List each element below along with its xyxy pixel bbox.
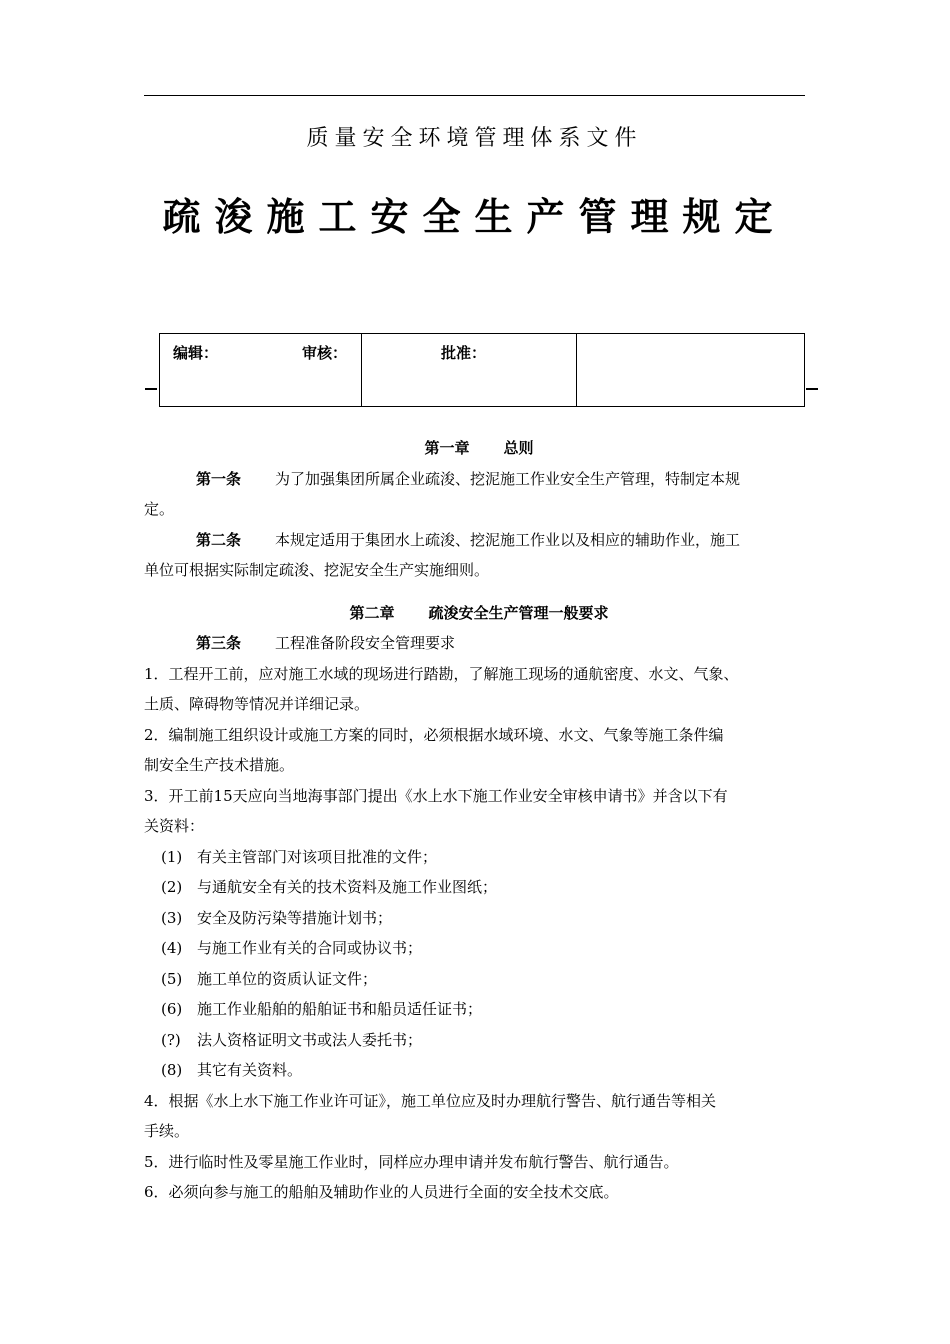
chapter-heading — [144, 598, 814, 629]
signature-cell-edit-review — [160, 334, 362, 406]
signature-table — [159, 333, 805, 407]
article — [144, 525, 814, 556]
item-text: 必须向参与施工的船舶及辅助作业的人员进行全面的安全技术交底。 — [168, 1183, 619, 1201]
table-right-tick — [806, 388, 818, 390]
sub-item-number: (5) — [161, 969, 183, 988]
editor-label: 编辑： — [173, 344, 219, 362]
document-title: 疏浚施工安全生产管理规定 — [162, 195, 787, 239]
item-text: 进行临时性及零星施工作业时，同样应办理申请并发布航行警告、航行通告。 — [168, 1152, 679, 1171]
list-item-continuation: 手续。 — [144, 1122, 190, 1140]
reviewer-label: 审核： — [302, 344, 348, 362]
article — [144, 628, 814, 659]
sub-item-text: 有关主管部门对该项目批准的文件； — [197, 847, 438, 866]
article-continuation: 单位可根据实际制定疏浚、挖泥安全生产实施细则。 — [144, 561, 490, 579]
sub-item-number: (8) — [161, 1061, 183, 1079]
article-number: 第二条 — [196, 530, 242, 549]
list-item — [144, 1086, 814, 1117]
item-number: 3． — [144, 786, 169, 805]
list-item — [144, 720, 814, 751]
sub-item — [144, 994, 814, 1025]
article-number: 第三条 — [196, 634, 242, 652]
chapter-title: 疏浚安全生产管理一般要求 — [428, 603, 609, 622]
item-number: 5． — [144, 1152, 169, 1171]
list-item — [144, 659, 814, 690]
sub-item-number: (4) — [161, 939, 183, 957]
article-text: 工程准备阶段安全管理要求 — [275, 634, 456, 652]
document-body — [144, 433, 814, 1208]
chapter-heading — [144, 433, 814, 464]
article-text: 为了加强集团所属企业疏浚、挖泥施工作业安全生产管理，特制定本规 — [275, 469, 741, 488]
sub-item-number: (1) — [161, 847, 183, 866]
chapter-title: 总则 — [503, 439, 534, 457]
series-title: 质量安全环境管理体系文件 — [306, 126, 643, 151]
sub-item-text: 其它有关资料。 — [197, 1061, 303, 1079]
signature-cell-approve — [362, 334, 577, 406]
table-left-tick — [145, 388, 157, 390]
item-text: 开工前15天应向当地海事部门提出《水上水下施工作业安全审核申请书》并含以下有 — [168, 786, 728, 805]
list-item-continuation: 土质、障碍物等情况并详细记录。 — [144, 695, 370, 713]
list-item-continuation: 关资料： — [144, 817, 205, 835]
sub-item-number: (2) — [161, 878, 183, 896]
sub-item-text: 与通航安全有关的技术资料及施工作业图纸； — [197, 878, 498, 896]
item-number: 1． — [144, 664, 169, 683]
list-item — [144, 781, 814, 812]
chapter-number: 第二章 — [349, 603, 395, 622]
sub-item-number: (6) — [161, 1000, 183, 1018]
header-rule — [144, 95, 805, 96]
article — [144, 464, 814, 495]
sub-item-number: (3) — [161, 908, 183, 927]
list-item — [144, 1177, 814, 1208]
sub-item-text: 与施工作业有关的合同或协议书； — [197, 939, 423, 957]
sub-item — [144, 964, 814, 995]
article-number: 第一条 — [196, 469, 242, 488]
sub-item — [144, 1025, 814, 1056]
sub-item — [144, 872, 814, 903]
item-number: 4． — [144, 1091, 169, 1110]
item-text: 编制施工组织设计或施工方案的同时，必须根据水域环境、水文、气象等施工条件编 — [168, 725, 724, 744]
sub-item-number: (?) — [161, 1030, 181, 1049]
list-item — [144, 1147, 814, 1178]
sub-item — [144, 842, 814, 873]
sub-item — [144, 903, 814, 934]
item-text: 工程开工前，应对施工水域的现场进行踏勘，了解施工现场的通航密度、水文、气象、 — [168, 664, 739, 683]
sub-item-text: 施工单位的资质认证文件； — [197, 969, 378, 988]
sub-item-text: 施工作业船舶的船舶证书和船员适任证书； — [197, 1000, 483, 1018]
sub-item — [144, 933, 814, 964]
list-item-continuation: 制安全生产技术措施。 — [144, 756, 295, 774]
article-continuation: 定。 — [144, 500, 175, 518]
sub-item — [144, 1055, 814, 1086]
approver-label: 批准： — [441, 344, 487, 362]
item-number: 2． — [144, 725, 169, 744]
item-text: 根据《水上水下施工作业许可证》，施工单位应及时办理航行警告、航行通告等相关 — [168, 1091, 717, 1110]
item-number: 6． — [144, 1183, 169, 1201]
article-text: 本规定适用于集团水上疏浚、挖泥施工作业以及相应的辅助作业，施工 — [275, 530, 741, 549]
sub-item-text: 安全及防污染等措施计划书； — [197, 908, 393, 927]
chapter-number: 第一章 — [424, 439, 470, 457]
signature-cell-blank — [577, 334, 804, 406]
sub-item-text: 法人资格证明文书或法人委托书； — [197, 1030, 423, 1049]
